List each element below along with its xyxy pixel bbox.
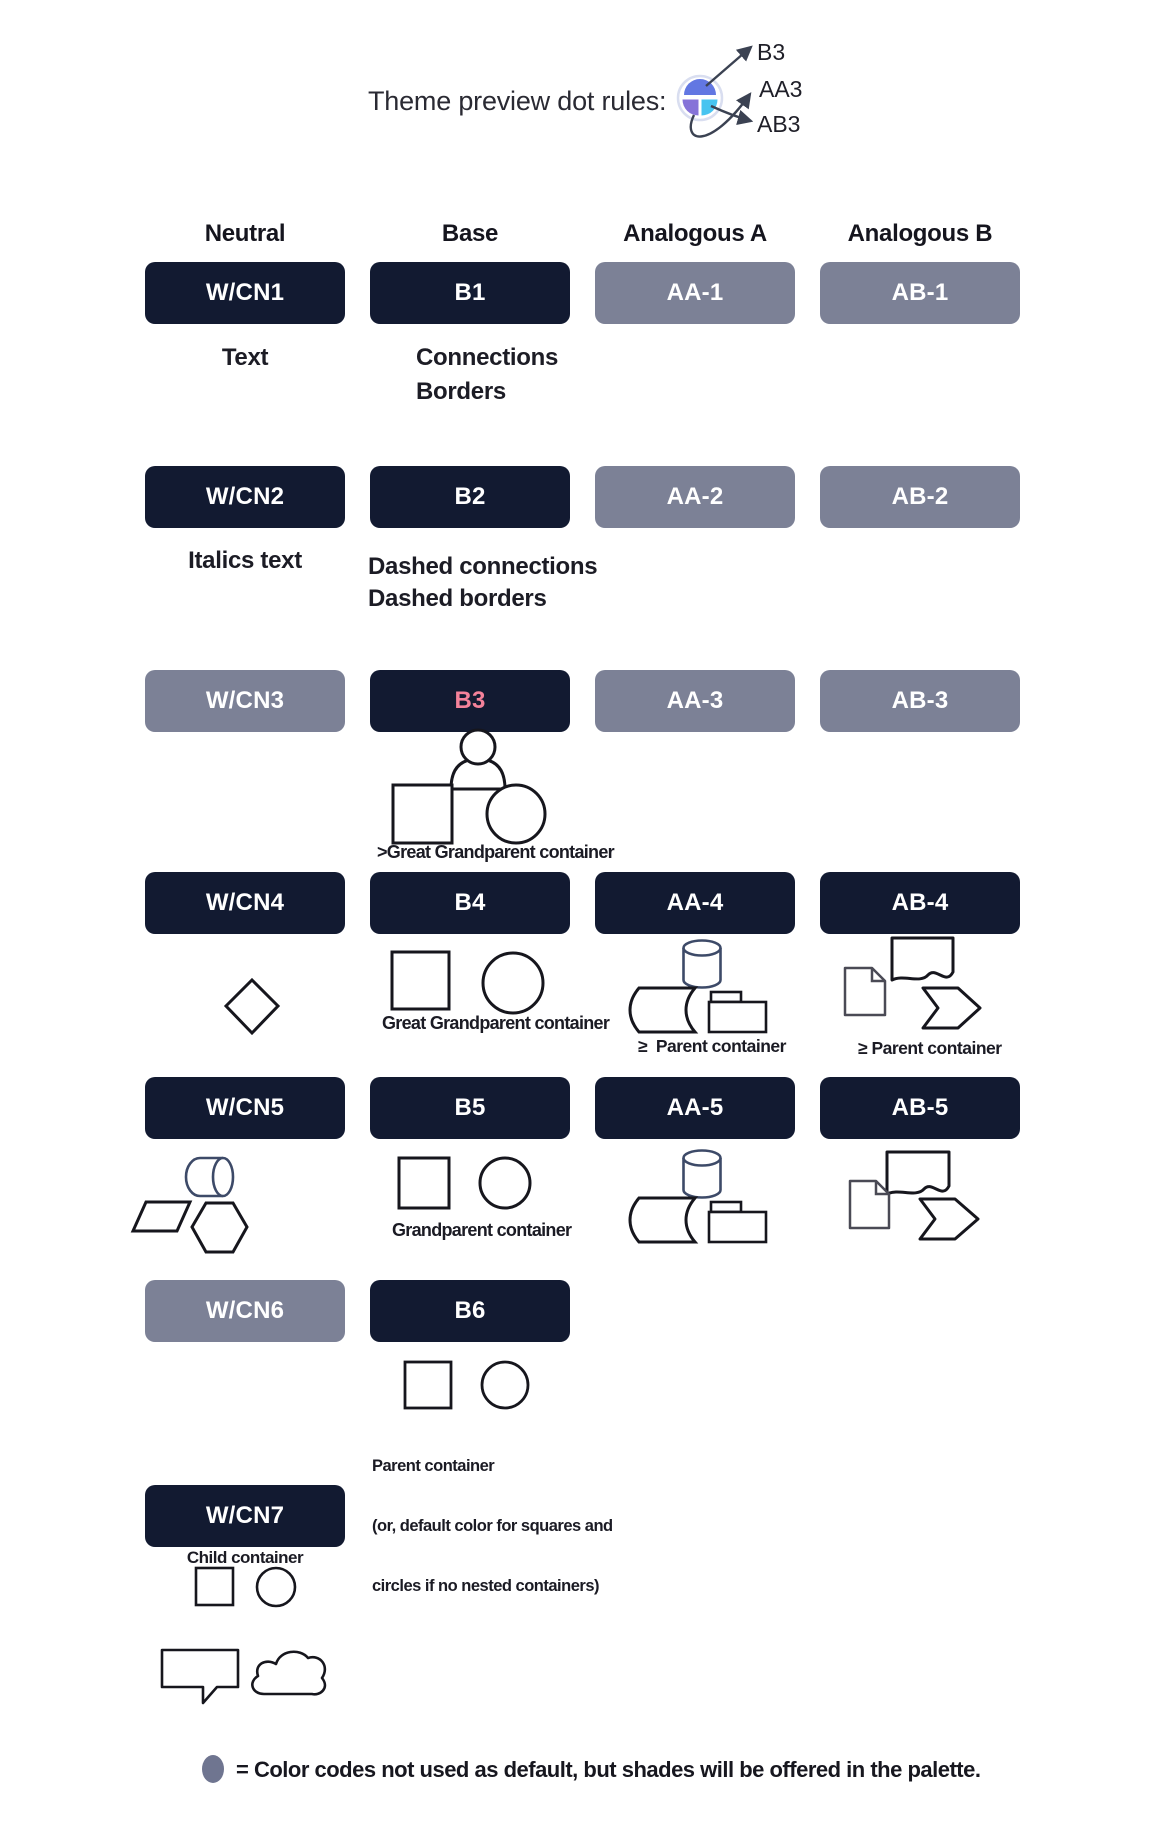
caption-borders: Borders: [416, 378, 506, 405]
dot-rules-diagram: [645, 18, 830, 158]
wcn7-extra-shapes: [158, 1638, 333, 1708]
horizontal-cylinder-end: [213, 1158, 233, 1196]
swatch-b3: [370, 670, 570, 732]
diamond-shape: [226, 980, 278, 1033]
circle-shape: [482, 1362, 528, 1408]
swatch-label: W/CN3: [205, 687, 285, 714]
stored-data-icon: [630, 988, 695, 1032]
swatch-ab2: [820, 466, 1020, 528]
column-header-base: Base: [441, 220, 499, 247]
caption-gte-parent-a: ≥ Parent container: [638, 1036, 786, 1056]
swatch-ab4: [820, 872, 1020, 934]
speech-bubble-icon: [162, 1650, 238, 1703]
swatch-b1: [370, 262, 570, 324]
swatch-wcn6: [145, 1280, 345, 1342]
caption-parent-block: [372, 1416, 613, 1636]
swatch-label: W/CN1: [205, 279, 285, 306]
caption-gte-parent-b: ≥ Parent container: [858, 1038, 1002, 1058]
swatch-ab1: [820, 262, 1020, 324]
swatch-label: W/CN5: [205, 1094, 285, 1121]
caption-grandparent: Grandparent container: [392, 1220, 572, 1240]
swatch-ab3: [820, 670, 1020, 732]
folder-tab: [711, 992, 741, 1002]
swatch-label: AA-1: [666, 279, 724, 306]
aa5-shapes: [625, 1144, 775, 1246]
caption-connections-borders: [416, 341, 558, 409]
legend-text: = Color codes not used as default, but shades will be offered in the palette.: [236, 1757, 981, 1782]
swatch-label: AA-5: [666, 1094, 724, 1121]
person-head: [461, 730, 495, 764]
swatch-label: B1: [454, 279, 486, 306]
square-shape: [399, 1158, 449, 1208]
cloud-icon: [252, 1652, 325, 1695]
swatch-wcn2: [145, 466, 345, 528]
wavy-document-icon: [887, 1152, 949, 1194]
folder-icon: [709, 1212, 766, 1242]
swatch-label: W/CN7: [205, 1502, 285, 1529]
swatch-aa5: [595, 1077, 795, 1139]
swatch-label: B6: [454, 1297, 486, 1324]
parallelogram-shape: [133, 1202, 190, 1231]
b6-shapes: [401, 1358, 536, 1414]
dot-label-b3: B3: [757, 39, 786, 65]
chevron-icon: [923, 988, 980, 1028]
swatch-label: AB-3: [891, 687, 949, 714]
column-header-analogous-b: Analogous B: [847, 220, 993, 247]
square-shape: [196, 1568, 233, 1605]
swatch-aa3: [595, 670, 795, 732]
wcn5-shapes: [125, 1150, 260, 1258]
hexagon-shape: [192, 1203, 247, 1252]
caption-great-grandparent: Great Grandparent container: [382, 1013, 610, 1033]
caption-parent-note2: circles if no nested containers): [372, 1577, 599, 1595]
chevron-icon: [920, 1199, 978, 1239]
caption-dashed-borders: Dashed borders: [368, 585, 547, 612]
caption-great-grandparent-arrow: >Great Grandparent container: [377, 842, 614, 862]
circle-shape: [480, 1158, 530, 1208]
square-shape: [392, 952, 449, 1009]
page-title: Theme preview dot rules:: [368, 86, 667, 116]
document-icon: [850, 1181, 889, 1228]
ab5-shapes: [838, 1148, 988, 1248]
dot-label-aa3: AA3: [759, 76, 803, 102]
square-shape: [393, 785, 452, 843]
ab4-shapes: [838, 934, 988, 1034]
wcn7-shapes: [192, 1564, 302, 1610]
swatch-aa4: [595, 872, 795, 934]
circle-shape: [257, 1568, 295, 1606]
swatch-label: W/CN4: [205, 889, 285, 916]
caption-child: Child container: [186, 1548, 304, 1567]
swatch-label: W/CN2: [205, 483, 285, 510]
swatch-ab5: [820, 1077, 1020, 1139]
swatch-b4: [370, 872, 570, 934]
caption-parent: Parent container: [372, 1457, 495, 1475]
document-icon: [845, 968, 885, 1015]
caption-parent-note1: (or, default color for squares and: [372, 1517, 613, 1535]
swatch-wcn1: [145, 262, 345, 324]
circle-shape: [483, 953, 543, 1013]
swatch-label: AB-5: [891, 1094, 949, 1121]
folder-tab: [711, 1202, 741, 1212]
swatch-label: AB-4: [891, 889, 949, 916]
swatch-wcn4: [145, 872, 345, 934]
arrow-to-b3: [706, 47, 751, 86]
swatch-b5: [370, 1077, 570, 1139]
swatch-wcn5: [145, 1077, 345, 1139]
column-header-analogous-a: Analogous A: [623, 220, 767, 247]
dot-label-ab3: AB3: [757, 111, 801, 137]
b3-shapes: [385, 725, 555, 850]
folder-icon: [709, 1002, 766, 1032]
swatch-aa2: [595, 466, 795, 528]
square-shape: [405, 1362, 451, 1408]
swatch-label: W/CN6: [205, 1297, 285, 1324]
swatch-label: AA-3: [666, 687, 724, 714]
cylinder-top: [684, 1151, 721, 1166]
swatch-label: AB-2: [891, 483, 949, 510]
swatch-label: B3: [454, 687, 486, 714]
caption-text: Text: [221, 344, 269, 371]
cylinder-top: [684, 941, 721, 956]
caption-connections: Connections: [416, 344, 559, 371]
swatch-wcn7: [145, 1485, 345, 1547]
swatch-label: B5: [454, 1094, 486, 1121]
caption-italics-text: Italics text: [188, 547, 302, 574]
swatch-label: AA-4: [666, 889, 724, 916]
column-header-neutral: Neutral: [204, 220, 286, 247]
swatch-b2: [370, 466, 570, 528]
stored-data-icon: [630, 1198, 695, 1242]
swatch-wcn3: [145, 670, 345, 732]
circle-shape: [487, 785, 545, 843]
swatch-aa1: [595, 262, 795, 324]
swatch-label: AB-1: [891, 279, 949, 306]
legend-dot: [202, 1755, 224, 1783]
b5-shapes: [395, 1154, 535, 1214]
wcn4-shapes: [225, 978, 281, 1036]
wavy-document-icon: [892, 938, 953, 980]
swatch-label: AA-2: [666, 483, 724, 510]
aa4-shapes: [625, 934, 775, 1036]
b4-shapes: [388, 948, 548, 1018]
caption-dashed-connections: Dashed connections: [368, 553, 598, 580]
swatch-b6: [370, 1280, 570, 1342]
swatch-label: B4: [454, 889, 486, 916]
caption-dashed: [368, 551, 597, 615]
swatch-label: B2: [454, 483, 486, 510]
arrow-to-aa3: [691, 94, 750, 137]
